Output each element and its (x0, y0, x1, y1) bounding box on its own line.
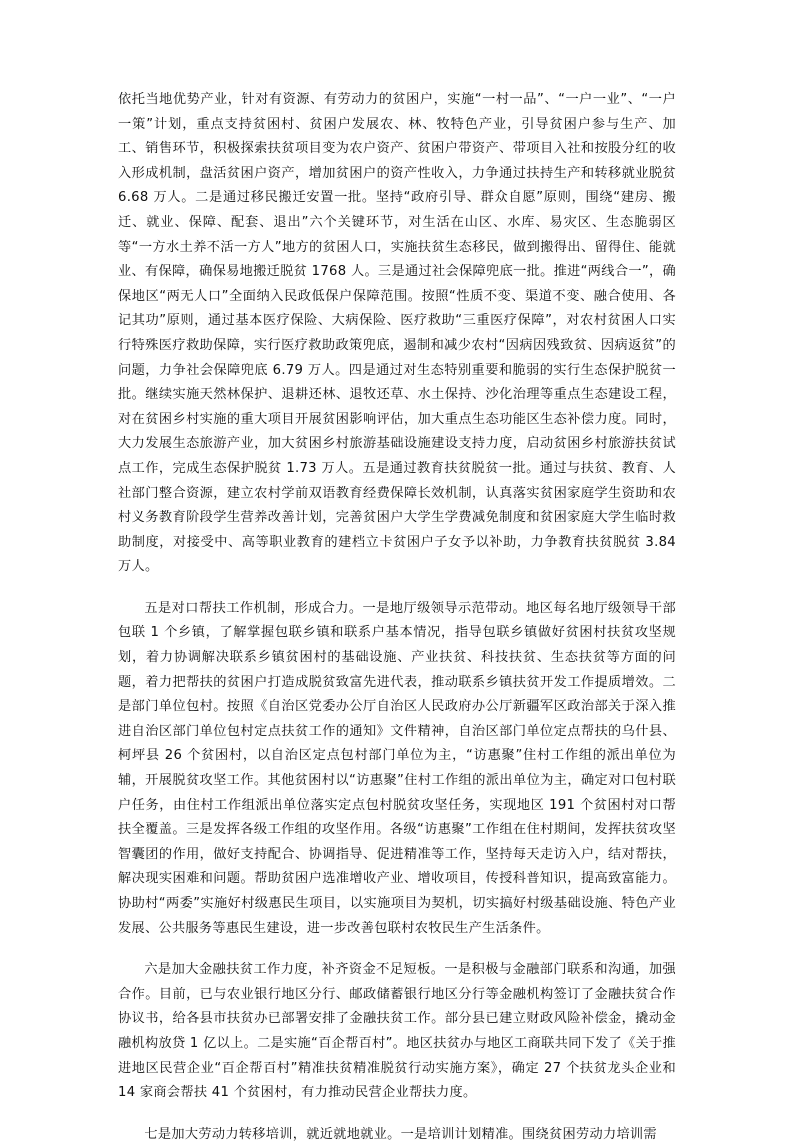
paragraph-3: 六是加大金融扶贫工作力度，补齐资金不足短板。一是积极与金融部门联系和沟通，加强合作。目前，已与农业银行地区分行、邮政储蓄银行地区分行等金融机构签订了金融扶贫合作协议书，给各县市扶贫办已部署安排了金融扶贫工作。部分县已建立财政风险补偿金，撬动金融机构放贷 1 亿以上。二是实施“百企帮百村”。地区扶贫办与地区工商联共同下发了《关于推进地区民营企业“百企帮百村”精准扶贫精准脱贫行动实施方案》，确定 27 个扶贫龙头企业和 14 家商会帮扶 41 个贫困村，有力推动民营企业帮扶力度。 (118, 962, 676, 1101)
paragraph-gap (118, 1106, 676, 1123)
document-page (118, 88, 676, 1147)
paragraph-2: 五是对口帮扶工作机制，形成合力。一是地厅级领导示范带动。地区每名地厅级领导干部包联 1 个乡镇，了解掌握包联乡镇和联系户基本情况，指导包联乡镇做好贫困村扶贫攻坚规划，着力协调解决联系乡镇贫困村的基础设施、产业扶贫、科技扶贫、生态扶贫等方面的问题，着力把帮扶的贫困户打造成脱贫致富先进代表，推动联系乡镇扶贫开发工作提质增效。二是部门单位包村。按照《自治区党委办公厅自治区人民政府办公厅新疆军区政治部关于深入推进自治区部门单位包村定点扶贫工作的通知》文件精神，自治区部门单位定点帮扶的乌什县、柯坪县 26 个贫困村，以自治区定点包村部门单位为主，“访惠聚”住村工作组的派出单位为辅，开展脱贫攻坚工作。其他贫困村以“访惠聚”住村工作组的派出单位为主，确定对口包村联户任务，由住村工作组派出单位落实定点包村脱贫攻坚任务，实现地区 191 个贫困村对口帮扶全覆盖。三是发挥各级工作组的攻坚作用。各级“访惠聚”工作组在住村期间，发挥扶贫攻坚智囊团的作用，做好支持配合、协调指导、促进精准等工作，坚持每天走访入户，结对帮扶，解决现实困难和问题。帮助贫困户选准增收产业、增收项目，传授科普知识，提高致富能力。协助村“两委”实施好村级惠民生项目，以实施项目为契机，切实搞好村级基础设施、特色产业发展、公共服务等惠民生建设，进一步改善包联村农牧民生产生活条件。 (118, 600, 676, 936)
paragraph-gap (118, 580, 676, 597)
paragraph-4: 七是加大劳动力转移培训，就近就地就业。一是培训计划精准。围绕贫困劳动力培训需 (144, 1126, 657, 1142)
paragraph-gap (118, 941, 676, 958)
paragraph-1: 依托当地优势产业，针对有资源、有劳动力的贫困户，实施“一村一品”、“一户一业”、“一户一策”计划，重点支持贫困村、贫困户发展农、林、牧特色产业，引导贫困户参与生产、加工、销售环节，积极探索扶贫项目变为农户资产、贫困户带资产、带项目入社和按股分红的收入形成机制，盘活贫困户资产，增加贫困户的资产性收入，力争通过扶持生产和转移就业脱贫 6.68 万人。二是通过移民搬迁安置一批。坚持“政府引导、群众自愿”原则，围绕“建房、搬迁、就业、保障、配套、退出”六个关键环节，对生活在山区、水库、易灾区、生态脆弱区等“一方水土养不活一方人”地方的贫困人口，实施扶贫生态移民，做到搬得出、留得住、能就业、有保障，确保易地搬迁脱贫 1768 人。三是通过社会保障兜底一批。推进“两线合一”，确保地区“两无人口”全面纳入民政低保户保障范围。按照“性质不变、渠道不变、融合使用、各记其功”原则，通过基本医疗保险、大病保险、医疗救助“三重医疗保障”，对农村贫困人口实行特殊医疗救助保障，实行医疗救助政策兜底，遏制和减少农村“因病因残致贫、因病返贫”的问题，力争社会保障兜底 6.79 万人。四是通过对生态特别重要和脆弱的实行生态保护脱贫一批。继续实施天然林保护、退耕还林、退牧还草、水土保持、沙化治理等重点生态建设工程，对在贫困乡村实施的重大项目开展贫困影响评估，加大重点生态功能区生态补偿力度。同时，大力发展生态旅游产业，加大贫困乡村旅游基础设施建设支持力度，启动贫困乡村旅游扶贫试点工作，完成生态保护脱贫 1.73 万人。五是通过教育扶贫脱贫一批。通过与扶贫、教育、人社部门整合资源，建立农村学前双语教育经费保障长效机制，认真落实贫困家庭学生资助和农村义务教育阶段学生营养改善计划，完善贫困户大学生学费减免制度和贫困家庭大学生临时救助制度，对接受中、高等职业教育的建档立卡贫困户子女予以补助，力争教育扶贫脱贫 3.84 万人。 (118, 92, 676, 575)
